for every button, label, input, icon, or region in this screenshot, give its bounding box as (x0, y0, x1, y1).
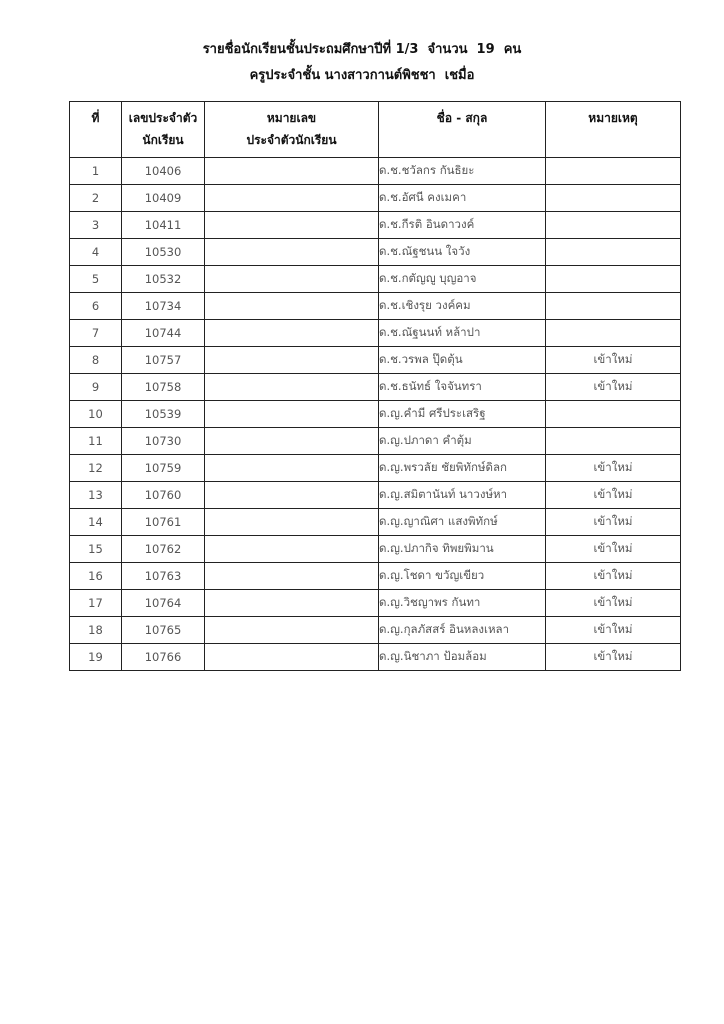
row-number-cell: 18 (70, 617, 122, 644)
student-id-cell: 10765 (122, 617, 205, 644)
student-id-cell: 10758 (122, 374, 205, 401)
remark-cell: เข้าใหม่ (546, 563, 681, 590)
student-id-cell: 10757 (122, 347, 205, 374)
row-number-cell: 15 (70, 536, 122, 563)
remark-cell: เข้าใหม่ (546, 536, 681, 563)
id-card-cell (205, 158, 379, 185)
student-name-cell: ด.ช.กตัญญู บุญอาจ (379, 266, 546, 293)
row-number-cell: 3 (70, 212, 122, 239)
remark-cell (546, 401, 681, 428)
student-id-cell: 10766 (122, 644, 205, 671)
remark-cell (546, 293, 681, 320)
student-name-cell: ด.ช.ณัฐชนน ใจวัง (379, 239, 546, 266)
row-number-cell: 11 (70, 428, 122, 455)
table-row (70, 293, 681, 320)
table-row (70, 617, 681, 644)
page-title: รายชื่อนักเรียนชั้นประถมศึกษาปีที่ 1/3 จำนวน 19 คน (202, 42, 522, 57)
student-id-cell: 10734 (122, 293, 205, 320)
table-row (70, 374, 681, 401)
row-number-cell: 8 (70, 347, 122, 374)
student-id-cell: 10761 (122, 509, 205, 536)
remark-cell: เข้าใหม่ (546, 617, 681, 644)
id-card-cell (205, 212, 379, 239)
student-name-cell: ด.ญ.นิชาภา ป้อมล้อม (379, 644, 546, 671)
id-card-cell (205, 455, 379, 482)
id-card-cell (205, 266, 379, 293)
table-row (70, 239, 681, 266)
remark-cell (546, 428, 681, 455)
id-card-cell (205, 428, 379, 455)
table-row (70, 536, 681, 563)
student-id-cell: 10406 (122, 158, 205, 185)
teacher-line: ครูประจำชั้น นางสาวกานต์พิชชา เชมื่อ (249, 68, 475, 83)
header-id-card: หมายเลข ประจำตัวนักเรียน (205, 102, 379, 158)
student-id-cell: 10764 (122, 590, 205, 617)
row-number-cell: 10 (70, 401, 122, 428)
student-name-cell: ด.ช.อัศนี คงเมคา (379, 185, 546, 212)
student-id-cell: 10762 (122, 536, 205, 563)
header-no: ที่ (70, 102, 122, 158)
student-table (69, 101, 681, 671)
remark-cell: เข้าใหม่ (546, 374, 681, 401)
id-card-cell (205, 185, 379, 212)
row-number-cell: 9 (70, 374, 122, 401)
row-number-cell: 13 (70, 482, 122, 509)
student-name-cell: ด.ญ.คำมี ศรีประเสริฐ (379, 401, 546, 428)
table-row (70, 320, 681, 347)
student-name-cell: ด.ช.ณัฐนนท์ หล้าปา (379, 320, 546, 347)
row-number-cell: 6 (70, 293, 122, 320)
remark-cell (546, 266, 681, 293)
remark-cell: เข้าใหม่ (546, 455, 681, 482)
table-row (70, 428, 681, 455)
table-row (70, 401, 681, 428)
table-row (70, 185, 681, 212)
id-card-cell (205, 482, 379, 509)
table-row (70, 158, 681, 185)
student-id-cell: 10409 (122, 185, 205, 212)
student-name-cell: ด.ญ.กุลภัสสร์ อินหลงเหลา (379, 617, 546, 644)
table-row (70, 455, 681, 482)
student-name-cell: ด.ช.วรพล ปุ๊ดตุ้น (379, 347, 546, 374)
row-number-cell: 5 (70, 266, 122, 293)
row-number-cell: 19 (70, 644, 122, 671)
header-remark: หมายเหตุ (546, 102, 681, 158)
id-card-cell (205, 293, 379, 320)
student-id-cell: 10744 (122, 320, 205, 347)
student-name-cell: ด.ช.เชิงรุย วงค์คม (379, 293, 546, 320)
table-row (70, 644, 681, 671)
table-row (70, 590, 681, 617)
student-id-cell: 10539 (122, 401, 205, 428)
student-name-cell: ด.ญ.ญาณิศา แสงพิทักษ์ (379, 509, 546, 536)
student-name-cell: ด.ช.ธนัทธ์ ใจจันทรา (379, 374, 546, 401)
header-student-id: เลขประจำตัว นักเรียน (122, 102, 205, 158)
id-card-cell (205, 239, 379, 266)
student-name-cell: ด.ญ.โชดา ขวัญเขียว (379, 563, 546, 590)
id-card-cell (205, 590, 379, 617)
table-row (70, 509, 681, 536)
student-id-cell: 10760 (122, 482, 205, 509)
table-header-row (70, 102, 681, 158)
id-card-cell (205, 536, 379, 563)
table-row (70, 563, 681, 590)
student-name-cell: ด.ญ.สมิตานันท์ นาวงษ์หา (379, 482, 546, 509)
row-number-cell: 12 (70, 455, 122, 482)
student-id-cell: 10411 (122, 212, 205, 239)
row-number-cell: 17 (70, 590, 122, 617)
table-row (70, 347, 681, 374)
remark-cell (546, 212, 681, 239)
student-name-cell: ด.ช.กีรติ อินดาวงค์ (379, 212, 546, 239)
student-id-cell: 10730 (122, 428, 205, 455)
row-number-cell: 2 (70, 185, 122, 212)
id-card-cell (205, 320, 379, 347)
student-name-cell: ด.ช.ชวัลกร กันธิยะ (379, 158, 546, 185)
id-card-cell (205, 617, 379, 644)
remark-cell (546, 158, 681, 185)
student-name-cell: ด.ญ.ปภาดา คำตุ้ม (379, 428, 546, 455)
student-id-cell: 10530 (122, 239, 205, 266)
table-row (70, 482, 681, 509)
student-name-cell: ด.ญ.พรวลัย ชัยพิทักษ์ดิลก (379, 455, 546, 482)
header-name: ชื่อ - สกุล (379, 102, 546, 158)
table-row (70, 212, 681, 239)
remark-cell: เข้าใหม่ (546, 482, 681, 509)
id-card-cell (205, 347, 379, 374)
remark-cell: เข้าใหม่ (546, 509, 681, 536)
remark-cell: เข้าใหม่ (546, 590, 681, 617)
row-number-cell: 14 (70, 509, 122, 536)
id-card-cell (205, 644, 379, 671)
row-number-cell: 1 (70, 158, 122, 185)
id-card-cell (205, 509, 379, 536)
row-number-cell: 7 (70, 320, 122, 347)
remark-cell (546, 185, 681, 212)
id-card-cell (205, 563, 379, 590)
remark-cell: เข้าใหม่ (546, 347, 681, 374)
student-id-cell: 10763 (122, 563, 205, 590)
student-id-cell: 10532 (122, 266, 205, 293)
row-number-cell: 4 (70, 239, 122, 266)
remark-cell (546, 320, 681, 347)
row-number-cell: 16 (70, 563, 122, 590)
remark-cell (546, 239, 681, 266)
student-name-cell: ด.ญ.ปภากิจ ทิพยพิมาน (379, 536, 546, 563)
remark-cell: เข้าใหม่ (546, 644, 681, 671)
student-id-cell: 10759 (122, 455, 205, 482)
student-name-cell: ด.ญ.วิชญาพร กันทา (379, 590, 546, 617)
table-row (70, 266, 681, 293)
id-card-cell (205, 401, 379, 428)
table-body (70, 158, 681, 671)
id-card-cell (205, 374, 379, 401)
